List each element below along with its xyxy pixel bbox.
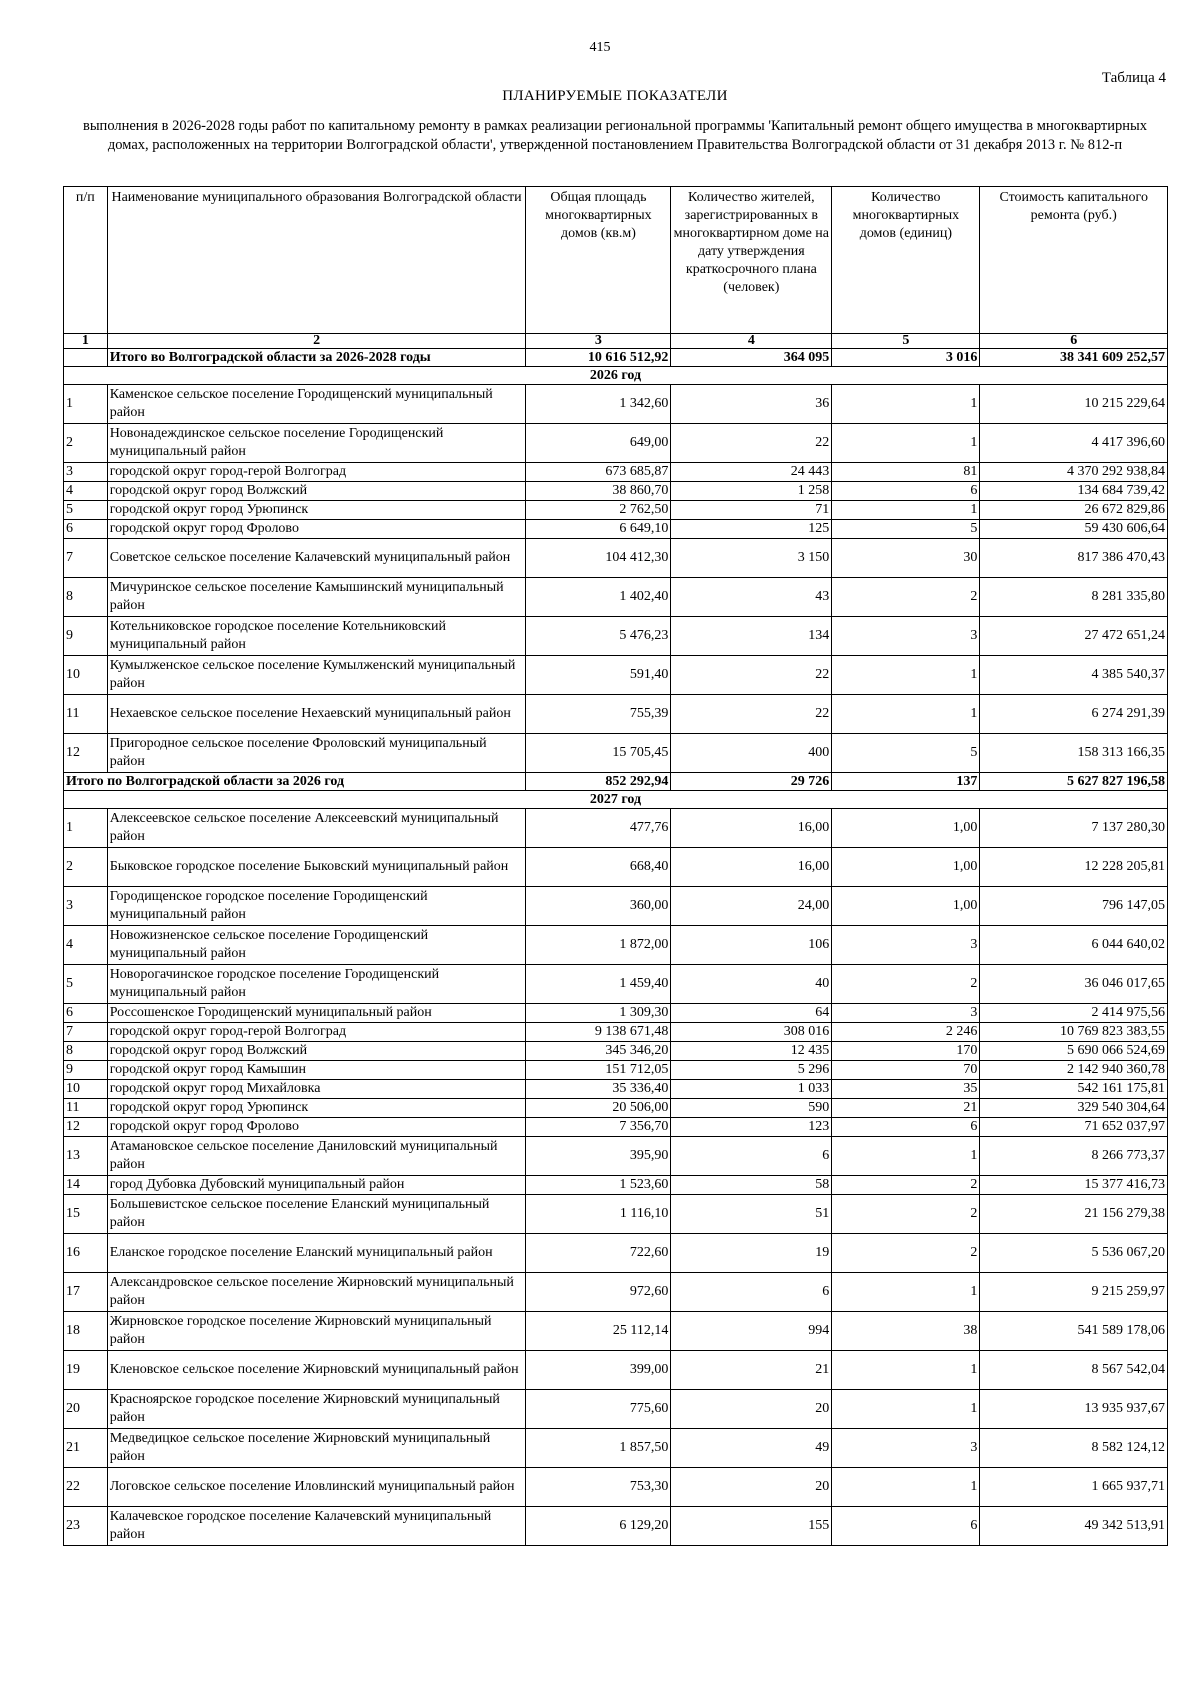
municipality-name: Калачевское городское поселение Калачевский муниципальный район bbox=[107, 1507, 526, 1546]
cost-value: 15 377 416,73 bbox=[980, 1176, 1168, 1195]
municipality-name: город Дубовка Дубовский муниципальный район bbox=[107, 1176, 526, 1195]
cost-value: 2 142 940 360,78 bbox=[980, 1061, 1168, 1080]
municipality-name: Пригородное сельское поселение Фроловский муниципальный район bbox=[107, 734, 526, 773]
table-row bbox=[64, 1390, 1168, 1429]
area-value: 2 762,50 bbox=[526, 501, 671, 520]
municipality-name: Александровское сельское поселение Жирновский муниципальный район bbox=[107, 1273, 526, 1312]
cost-value: 542 161 175,81 bbox=[980, 1080, 1168, 1099]
page-number: 415 bbox=[589, 40, 611, 55]
residents-value: 20 bbox=[671, 1390, 832, 1429]
row-number: 9 bbox=[64, 617, 108, 656]
residents-value: 22 bbox=[671, 695, 832, 734]
area-value: 722,60 bbox=[526, 1234, 671, 1273]
cost-value: 5 690 066 524,69 bbox=[980, 1042, 1168, 1061]
houses-value: 1,00 bbox=[832, 809, 980, 848]
municipality-name: Новонадеждинское сельское поселение Городищенский муниципальный район bbox=[107, 424, 526, 463]
residents-value: 71 bbox=[671, 501, 832, 520]
municipality-name: Атамановское сельское поселение Даниловский муниципальный район bbox=[107, 1137, 526, 1176]
row-number: 20 bbox=[64, 1390, 108, 1429]
area-value: 1 402,40 bbox=[526, 578, 671, 617]
municipality-name: Медведицкое сельское поселение Жирновский муниципальный район bbox=[107, 1429, 526, 1468]
row-number: 19 bbox=[64, 1351, 108, 1390]
houses-value: 2 246 bbox=[832, 1023, 980, 1042]
area-value: 755,39 bbox=[526, 695, 671, 734]
table-row bbox=[64, 1351, 1168, 1390]
area-value: 6 129,20 bbox=[526, 1507, 671, 1546]
houses-value: 1 bbox=[832, 424, 980, 463]
residents-value: 5 296 bbox=[671, 1061, 832, 1080]
residents-value: 106 bbox=[671, 926, 832, 965]
residents-value: 20 bbox=[671, 1468, 832, 1507]
header-residents: Количество жителей, зарегистрированных в многоквартирном доме на дату утверждения краткосрочного плана (человек) bbox=[671, 187, 832, 334]
municipality-name: городской округ город-герой Волгоград bbox=[107, 463, 526, 482]
row-number: 3 bbox=[64, 463, 108, 482]
cost-value: 7 137 280,30 bbox=[980, 809, 1168, 848]
residents-value: 64 bbox=[671, 1004, 832, 1023]
year-total-houses: 137 bbox=[832, 773, 980, 791]
table-row bbox=[64, 1234, 1168, 1273]
residents-value: 308 016 bbox=[671, 1023, 832, 1042]
table-row bbox=[64, 617, 1168, 656]
municipality-name: городской округ город Волжский bbox=[107, 1042, 526, 1061]
houses-value: 1 bbox=[832, 1273, 980, 1312]
indicators-table bbox=[63, 186, 1168, 1546]
row-number: 11 bbox=[64, 695, 108, 734]
area-value: 345 346,20 bbox=[526, 1042, 671, 1061]
cost-value: 36 046 017,65 bbox=[980, 965, 1168, 1004]
row-number: 7 bbox=[64, 1023, 108, 1042]
table-row bbox=[64, 1004, 1168, 1023]
row-number: 6 bbox=[64, 520, 108, 539]
area-value: 9 138 671,48 bbox=[526, 1023, 671, 1042]
grand-total-label: Итого во Волгоградской области за 2026-2028 годы bbox=[107, 349, 526, 367]
cost-value: 4 370 292 938,84 bbox=[980, 463, 1168, 482]
year-total-row bbox=[64, 773, 1168, 791]
table-row bbox=[64, 520, 1168, 539]
header-number: п/п bbox=[64, 187, 108, 334]
houses-value: 170 bbox=[832, 1042, 980, 1061]
row-number: 18 bbox=[64, 1312, 108, 1351]
grand-total-cost: 38 341 609 252,57 bbox=[980, 349, 1168, 367]
houses-value: 1 bbox=[832, 501, 980, 520]
row-number: 17 bbox=[64, 1273, 108, 1312]
row-number: 10 bbox=[64, 656, 108, 695]
header-houses: Количество многоквартирных домов (единиц) bbox=[832, 187, 980, 334]
area-value: 673 685,87 bbox=[526, 463, 671, 482]
row-number: 21 bbox=[64, 1429, 108, 1468]
cost-value: 2 414 975,56 bbox=[980, 1004, 1168, 1023]
houses-value: 3 bbox=[832, 1004, 980, 1023]
municipality-name: Еланское городское поселение Еланский муниципальный район bbox=[107, 1234, 526, 1273]
residents-value: 590 bbox=[671, 1099, 832, 1118]
area-value: 399,00 bbox=[526, 1351, 671, 1390]
houses-value: 1,00 bbox=[832, 887, 980, 926]
area-value: 6 649,10 bbox=[526, 520, 671, 539]
area-value: 38 860,70 bbox=[526, 482, 671, 501]
municipality-name: городской округ город Волжский bbox=[107, 482, 526, 501]
table-header-row bbox=[64, 187, 1168, 334]
cost-value: 10 769 823 383,55 bbox=[980, 1023, 1168, 1042]
row-number: 8 bbox=[64, 578, 108, 617]
column-number: 5 bbox=[832, 334, 980, 349]
municipality-name: Городищенское городское поселение Городищенский муниципальный район bbox=[107, 887, 526, 926]
table-row bbox=[64, 1507, 1168, 1546]
column-number: 1 bbox=[64, 334, 108, 349]
houses-value: 2 bbox=[832, 1195, 980, 1234]
row-number: 2 bbox=[64, 424, 108, 463]
table-row bbox=[64, 1176, 1168, 1195]
municipality-name: городской округ город Фролово bbox=[107, 520, 526, 539]
grand-total-area: 10 616 512,92 bbox=[526, 349, 671, 367]
cost-value: 49 342 513,91 bbox=[980, 1507, 1168, 1546]
area-value: 7 356,70 bbox=[526, 1118, 671, 1137]
table-row bbox=[64, 965, 1168, 1004]
houses-value: 2 bbox=[832, 1234, 980, 1273]
cost-value: 71 652 037,97 bbox=[980, 1118, 1168, 1137]
houses-value: 70 bbox=[832, 1061, 980, 1080]
table-row bbox=[64, 695, 1168, 734]
row-number: 8 bbox=[64, 1042, 108, 1061]
residents-value: 21 bbox=[671, 1351, 832, 1390]
residents-value: 1 033 bbox=[671, 1080, 832, 1099]
table-row bbox=[64, 1080, 1168, 1099]
year-label: 2026 год bbox=[64, 367, 1168, 385]
houses-value: 1 bbox=[832, 1351, 980, 1390]
municipality-name: Мичуринское сельское поселение Камышинский муниципальный район bbox=[107, 578, 526, 617]
row-number: 14 bbox=[64, 1176, 108, 1195]
houses-value: 30 bbox=[832, 539, 980, 578]
municipality-name: Жирновское городское поселение Жирновский муниципальный район bbox=[107, 1312, 526, 1351]
area-value: 1 872,00 bbox=[526, 926, 671, 965]
column-number: 3 bbox=[526, 334, 671, 349]
table-row bbox=[64, 1429, 1168, 1468]
residents-value: 6 bbox=[671, 1273, 832, 1312]
row-number: 5 bbox=[64, 965, 108, 1004]
year-header-row bbox=[64, 791, 1168, 809]
houses-value: 3 bbox=[832, 617, 980, 656]
municipality-name: городской округ город Камышин bbox=[107, 1061, 526, 1080]
cost-value: 10 215 229,64 bbox=[980, 385, 1168, 424]
houses-value: 2 bbox=[832, 578, 980, 617]
cost-value: 158 313 166,35 bbox=[980, 734, 1168, 773]
houses-value: 1 bbox=[832, 385, 980, 424]
cost-value: 541 589 178,06 bbox=[980, 1312, 1168, 1351]
municipality-name: городской округ город Урюпинск bbox=[107, 1099, 526, 1118]
table-row bbox=[64, 501, 1168, 520]
municipality-name: городской округ город Фролово bbox=[107, 1118, 526, 1137]
year-total-residents: 29 726 bbox=[671, 773, 832, 791]
residents-value: 22 bbox=[671, 656, 832, 695]
year-total-cost: 5 627 827 196,58 bbox=[980, 773, 1168, 791]
grand-total-residents: 364 095 bbox=[671, 349, 832, 367]
area-value: 360,00 bbox=[526, 887, 671, 926]
cost-value: 21 156 279,38 bbox=[980, 1195, 1168, 1234]
row-number: 12 bbox=[64, 1118, 108, 1137]
row-number: 1 bbox=[64, 809, 108, 848]
area-value: 1 116,10 bbox=[526, 1195, 671, 1234]
residents-value: 6 bbox=[671, 1137, 832, 1176]
residents-value: 123 bbox=[671, 1118, 832, 1137]
cost-value: 12 228 205,81 bbox=[980, 848, 1168, 887]
municipality-name: городской округ город-герой Волгоград bbox=[107, 1023, 526, 1042]
area-value: 1 459,40 bbox=[526, 965, 671, 1004]
houses-value: 5 bbox=[832, 734, 980, 773]
table-row bbox=[64, 1099, 1168, 1118]
cost-value: 8 266 773,37 bbox=[980, 1137, 1168, 1176]
row-number: 9 bbox=[64, 1061, 108, 1080]
row-number: 13 bbox=[64, 1137, 108, 1176]
houses-value: 6 bbox=[832, 1507, 980, 1546]
residents-value: 16,00 bbox=[671, 809, 832, 848]
residents-value: 12 435 bbox=[671, 1042, 832, 1061]
residents-value: 125 bbox=[671, 520, 832, 539]
residents-value: 22 bbox=[671, 424, 832, 463]
cost-value: 6 044 640,02 bbox=[980, 926, 1168, 965]
area-value: 1 857,50 bbox=[526, 1429, 671, 1468]
houses-value: 35 bbox=[832, 1080, 980, 1099]
cost-value: 4 417 396,60 bbox=[980, 424, 1168, 463]
municipality-name: Красноярское городское поселение Жирновский муниципальный район bbox=[107, 1390, 526, 1429]
cost-value: 796 147,05 bbox=[980, 887, 1168, 926]
residents-value: 43 bbox=[671, 578, 832, 617]
area-value: 1 342,60 bbox=[526, 385, 671, 424]
row-number: 4 bbox=[64, 926, 108, 965]
area-value: 668,40 bbox=[526, 848, 671, 887]
cost-value: 329 540 304,64 bbox=[980, 1099, 1168, 1118]
residents-value: 3 150 bbox=[671, 539, 832, 578]
municipality-name: Новорогачинское городское поселение Городищенский муниципальный район bbox=[107, 965, 526, 1004]
municipality-name: Большевистское сельское поселение Еланский муниципальный район bbox=[107, 1195, 526, 1234]
table-row bbox=[64, 1023, 1168, 1042]
column-number: 6 bbox=[980, 334, 1168, 349]
cost-value: 6 274 291,39 bbox=[980, 695, 1168, 734]
cost-value: 27 472 651,24 bbox=[980, 617, 1168, 656]
area-value: 395,90 bbox=[526, 1137, 671, 1176]
row-number: 1 bbox=[64, 385, 108, 424]
cost-value: 4 385 540,37 bbox=[980, 656, 1168, 695]
grand-total-houses: 3 016 bbox=[832, 349, 980, 367]
table-row bbox=[64, 578, 1168, 617]
row-number: 11 bbox=[64, 1099, 108, 1118]
residents-value: 16,00 bbox=[671, 848, 832, 887]
table-label: Таблица 4 bbox=[1101, 70, 1166, 86]
houses-value: 6 bbox=[832, 1118, 980, 1137]
houses-value: 6 bbox=[832, 482, 980, 501]
municipality-name: Кленовское сельское поселение Жирновский муниципальный район bbox=[107, 1351, 526, 1390]
year-total-area: 852 292,94 bbox=[526, 773, 671, 791]
cost-value: 8 582 124,12 bbox=[980, 1429, 1168, 1468]
row-number: 2 bbox=[64, 848, 108, 887]
area-value: 972,60 bbox=[526, 1273, 671, 1312]
table-row bbox=[64, 926, 1168, 965]
table-row bbox=[64, 734, 1168, 773]
residents-value: 24,00 bbox=[671, 887, 832, 926]
cost-value: 9 215 259,97 bbox=[980, 1273, 1168, 1312]
residents-value: 134 bbox=[671, 617, 832, 656]
residents-value: 40 bbox=[671, 965, 832, 1004]
table-row bbox=[64, 385, 1168, 424]
row-number: 22 bbox=[64, 1468, 108, 1507]
houses-value: 21 bbox=[832, 1099, 980, 1118]
grand-total-row bbox=[64, 349, 1168, 367]
residents-value: 400 bbox=[671, 734, 832, 773]
row-number: 10 bbox=[64, 1080, 108, 1099]
table-row bbox=[64, 463, 1168, 482]
table-row bbox=[64, 809, 1168, 848]
row-number: 3 bbox=[64, 887, 108, 926]
residents-value: 51 bbox=[671, 1195, 832, 1234]
header-area: Общая площадь многоквартирных домов (кв.м) bbox=[526, 187, 671, 334]
municipality-name: городской округ город Урюпинск bbox=[107, 501, 526, 520]
houses-value: 1 bbox=[832, 1137, 980, 1176]
area-value: 591,40 bbox=[526, 656, 671, 695]
table-row bbox=[64, 1061, 1168, 1080]
area-value: 35 336,40 bbox=[526, 1080, 671, 1099]
houses-value: 3 bbox=[832, 1429, 980, 1468]
table-row bbox=[64, 1312, 1168, 1351]
area-value: 649,00 bbox=[526, 424, 671, 463]
area-value: 151 712,05 bbox=[526, 1061, 671, 1080]
area-value: 20 506,00 bbox=[526, 1099, 671, 1118]
column-number: 2 bbox=[107, 334, 526, 349]
table-row bbox=[64, 1195, 1168, 1234]
municipality-name: Нехаевское сельское поселение Нехаевский муниципальный район bbox=[107, 695, 526, 734]
table-row bbox=[64, 1273, 1168, 1312]
houses-value: 1 bbox=[832, 1468, 980, 1507]
row-number: 6 bbox=[64, 1004, 108, 1023]
houses-value: 3 bbox=[832, 926, 980, 965]
houses-value: 1 bbox=[832, 695, 980, 734]
document-subtitle: выполнения в 2026-2028 годы работ по капитальному ремонту в рамках реализации региональной программы 'Капитальный ремонт общего имущества в многоквартирных домах, расположенных на территории Волгоградской области', утвержденной постановлением Правительства Волгоградской области от 31 декабря 2013 г. № 812-п bbox=[82, 118, 1148, 153]
table-row bbox=[64, 887, 1168, 926]
table-row bbox=[64, 1118, 1168, 1137]
area-value: 5 476,23 bbox=[526, 617, 671, 656]
houses-value: 2 bbox=[832, 965, 980, 1004]
municipality-name: Логовское сельское поселение Иловлинский муниципальный район bbox=[107, 1468, 526, 1507]
municipality-name: Каменское сельское поселение Городищенский муниципальный район bbox=[107, 385, 526, 424]
houses-value: 1 bbox=[832, 656, 980, 695]
row-number: 5 bbox=[64, 501, 108, 520]
table-row bbox=[64, 848, 1168, 887]
houses-value: 81 bbox=[832, 463, 980, 482]
residents-value: 994 bbox=[671, 1312, 832, 1351]
row-number: 15 bbox=[64, 1195, 108, 1234]
houses-value: 2 bbox=[832, 1176, 980, 1195]
municipality-name: Кумылженское сельское поселение Кумылженский муниципальный район bbox=[107, 656, 526, 695]
cost-value: 13 935 937,67 bbox=[980, 1390, 1168, 1429]
municipality-name: Советское сельское поселение Калачевский муниципальный район bbox=[107, 539, 526, 578]
column-number: 4 bbox=[671, 334, 832, 349]
table-body bbox=[64, 334, 1168, 1546]
cost-value: 1 665 937,71 bbox=[980, 1468, 1168, 1507]
cost-value: 5 536 067,20 bbox=[980, 1234, 1168, 1273]
municipality-name: Быковское городское поселение Быковский муниципальный район bbox=[107, 848, 526, 887]
municipality-name: Новожизненское сельское поселение Городищенский муниципальный район bbox=[107, 926, 526, 965]
residents-value: 19 bbox=[671, 1234, 832, 1273]
area-value: 775,60 bbox=[526, 1390, 671, 1429]
column-numbers-row bbox=[64, 334, 1168, 349]
table-row bbox=[64, 1137, 1168, 1176]
houses-value: 1 bbox=[832, 1390, 980, 1429]
area-value: 15 705,45 bbox=[526, 734, 671, 773]
houses-value: 38 bbox=[832, 1312, 980, 1351]
residents-value: 58 bbox=[671, 1176, 832, 1195]
municipality-name: Котельниковское городское поселение Котельниковский муниципальный район bbox=[107, 617, 526, 656]
document-title: ПЛАНИРУЕМЫЕ ПОКАЗАТЕЛИ bbox=[502, 88, 728, 104]
year-header-row bbox=[64, 367, 1168, 385]
residents-value: 24 443 bbox=[671, 463, 832, 482]
table-row bbox=[64, 482, 1168, 501]
residents-value: 49 bbox=[671, 1429, 832, 1468]
table-row bbox=[64, 424, 1168, 463]
cost-value: 59 430 606,64 bbox=[980, 520, 1168, 539]
area-value: 753,30 bbox=[526, 1468, 671, 1507]
table-row bbox=[64, 539, 1168, 578]
row-number: 23 bbox=[64, 1507, 108, 1546]
area-value: 104 412,30 bbox=[526, 539, 671, 578]
row-number: 4 bbox=[64, 482, 108, 501]
houses-value: 5 bbox=[832, 520, 980, 539]
table-row bbox=[64, 1042, 1168, 1061]
table-row bbox=[64, 1468, 1168, 1507]
area-value: 25 112,14 bbox=[526, 1312, 671, 1351]
residents-value: 36 bbox=[671, 385, 832, 424]
year-total-label: Итого по Волгоградской области за 2026 год bbox=[64, 773, 526, 791]
area-value: 477,76 bbox=[526, 809, 671, 848]
header-municipality: Наименование муниципального образования Волгоградской области bbox=[107, 187, 526, 334]
cost-value: 8 567 542,04 bbox=[980, 1351, 1168, 1390]
municipality-name: Алексеевское сельское поселение Алексеевский муниципальный район bbox=[107, 809, 526, 848]
year-label: 2027 год bbox=[64, 791, 1168, 809]
area-value: 1 523,60 bbox=[526, 1176, 671, 1195]
houses-value: 1,00 bbox=[832, 848, 980, 887]
cost-value: 26 672 829,86 bbox=[980, 501, 1168, 520]
row-number: 7 bbox=[64, 539, 108, 578]
cost-value: 817 386 470,43 bbox=[980, 539, 1168, 578]
residents-value: 1 258 bbox=[671, 482, 832, 501]
header-cost: Стоимость капитального ремонта (руб.) bbox=[980, 187, 1168, 334]
row-number: 12 bbox=[64, 734, 108, 773]
cost-value: 134 684 739,42 bbox=[980, 482, 1168, 501]
municipality-name: Россошенское Городищенский муниципальный район bbox=[107, 1004, 526, 1023]
table-row bbox=[64, 656, 1168, 695]
row-number: 16 bbox=[64, 1234, 108, 1273]
cost-value: 8 281 335,80 bbox=[980, 578, 1168, 617]
area-value: 1 309,30 bbox=[526, 1004, 671, 1023]
residents-value: 155 bbox=[671, 1507, 832, 1546]
municipality-name: городской округ город Михайловка bbox=[107, 1080, 526, 1099]
